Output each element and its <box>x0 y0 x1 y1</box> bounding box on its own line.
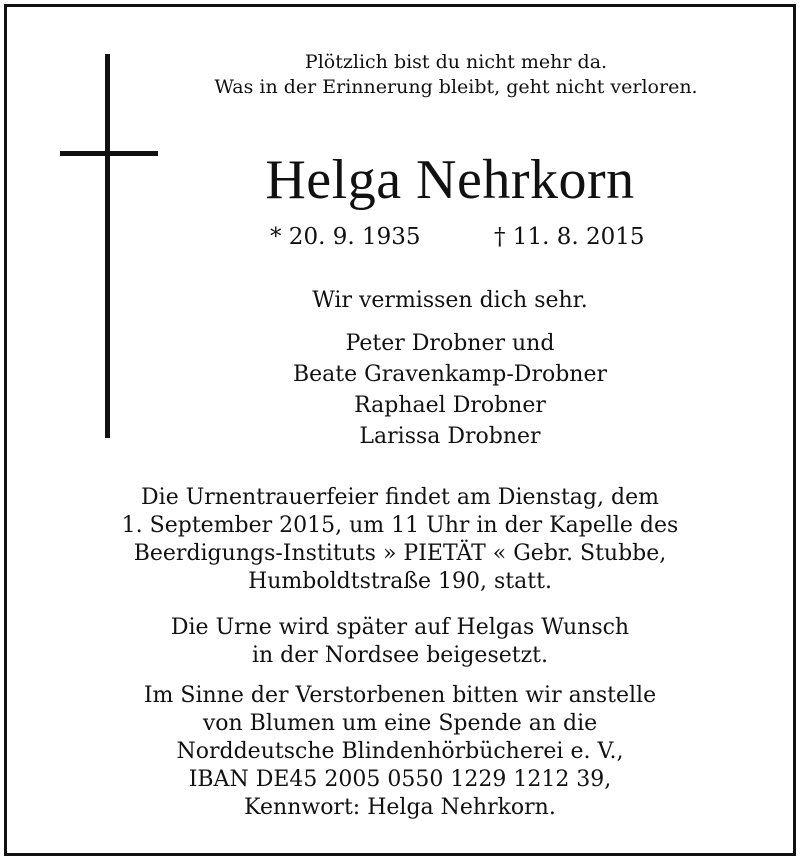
donation-line: von Blumen um eine Spende an die <box>202 711 598 736</box>
ceremony-paragraph <box>40 484 760 596</box>
miss-text: Wir vermissen dich sehr. <box>312 288 588 313</box>
donation-line: Im Sinne der Verstorbenen bitten wir anstelle <box>143 683 657 708</box>
family-member: Larissa Drobner <box>359 424 541 449</box>
family-member: Peter Drobner und <box>345 331 555 356</box>
donation-line: Kennwort: Helga Nehrkorn. <box>244 795 556 820</box>
ceremony-line: Beerdigungs-Instituts » PIETÄT « Gebr. Stubbe, <box>133 541 667 566</box>
family-member: Raphael Drobner <box>354 393 546 418</box>
donation-line: IBAN DE45 2005 0550 1229 1212 39, <box>188 767 612 792</box>
birth-date: * 20. 9. 1935 <box>270 224 421 250</box>
urn-line: Die Urne wird später auf Helgas Wunsch <box>170 615 630 640</box>
death-date: † 11. 8. 2015 <box>494 224 645 250</box>
urn-paragraph <box>40 614 760 670</box>
donation-paragraph <box>40 682 760 822</box>
quote-line: Was in der Erinnerung bleibt, geht nicht verloren. <box>214 76 698 98</box>
donation-line: Norddeutsche Blindenhörbücherei e. V., <box>176 739 624 764</box>
family-list <box>200 328 700 452</box>
quote-line: Plötzlich bist du nicht mehr da. <box>304 51 608 73</box>
quote <box>196 50 716 100</box>
deceased-name: Helga Nehrkorn <box>265 149 635 211</box>
urn-line: in der Nordsee beigesetzt. <box>251 643 549 668</box>
cross-horizontal-bar <box>60 151 158 156</box>
cross-vertical-bar <box>105 54 110 438</box>
ceremony-line: Die Urnentrauerfeier findet am Dienstag, dem <box>141 485 659 510</box>
ceremony-line: 1. September 2015, um 11 Uhr in der Kapelle des <box>121 513 679 538</box>
ceremony-line: Humboldtstraße 190, statt. <box>248 569 552 594</box>
family-member: Beate Gravenkamp-Drobner <box>293 362 607 387</box>
